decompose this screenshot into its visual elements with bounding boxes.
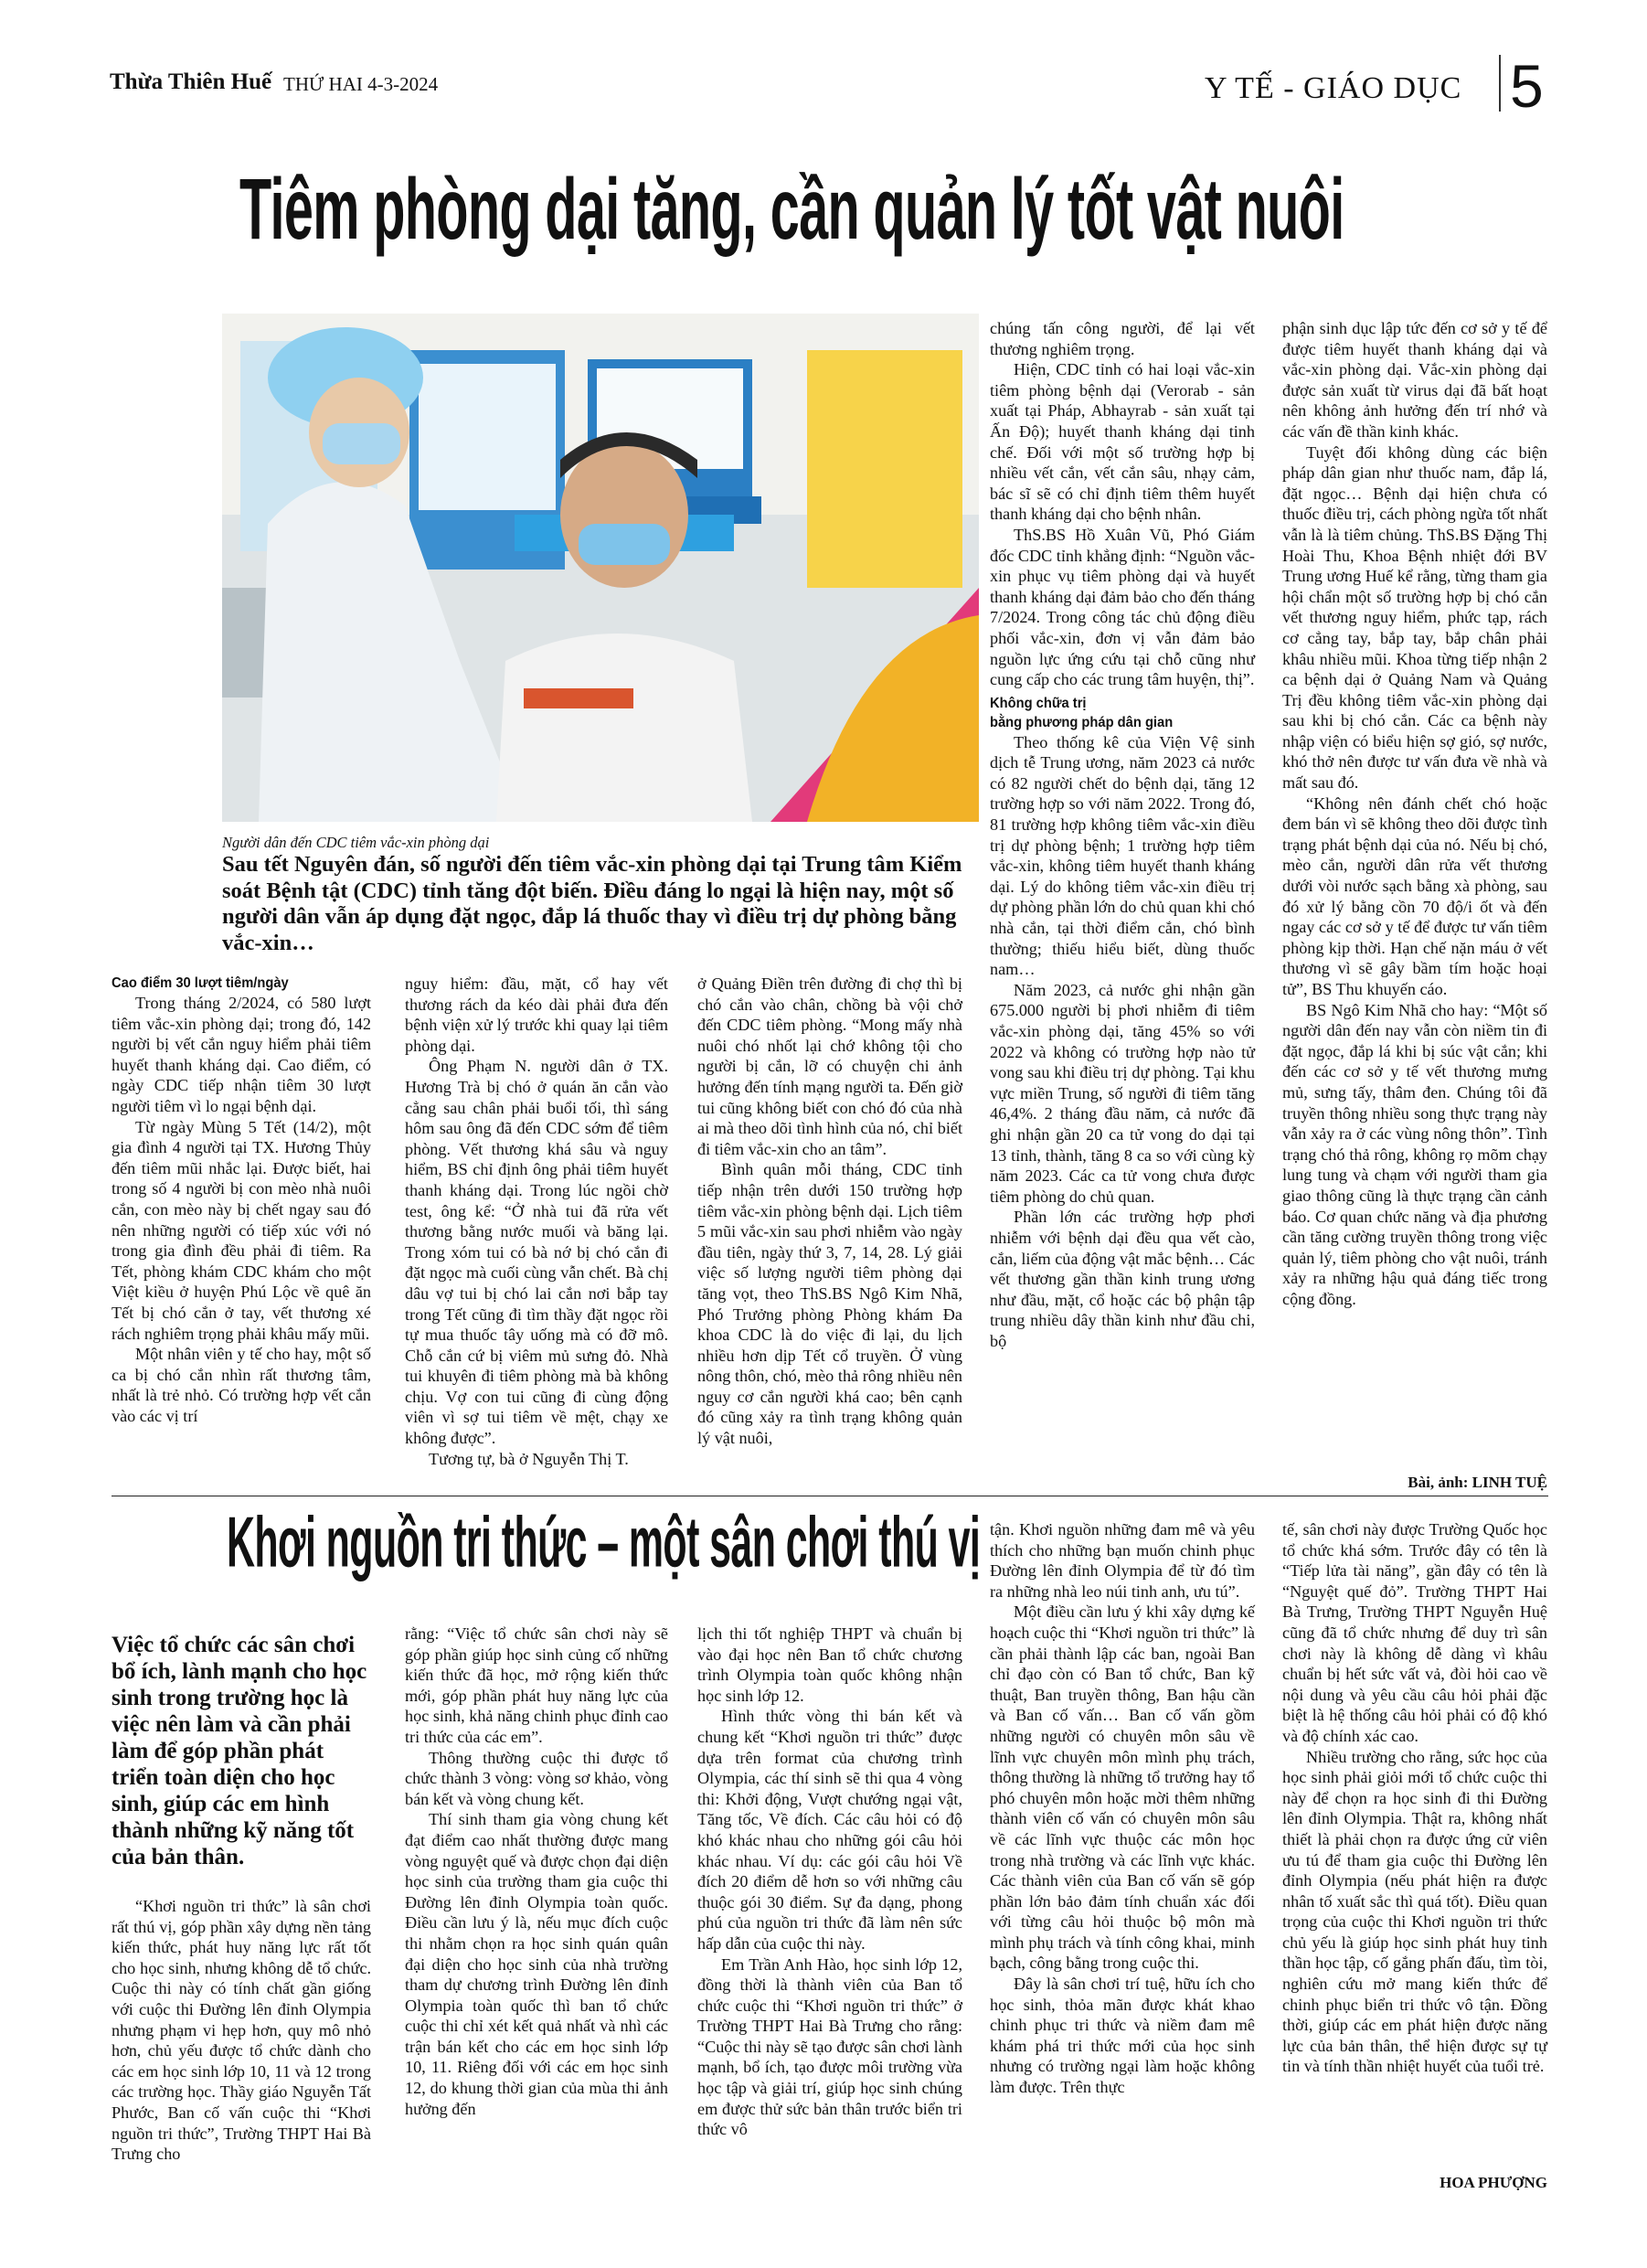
article1-column-5 [1282, 318, 1547, 1310]
paragraph: Ông Phạm N. người dân ở TX. Hương Trà bị chó ở quán ăn cắn vào cẳng sau chân phải buổi tối, thì sáng hôm sau ông đã đến CDC sớm để tiêm phòng. Vết thương khá sâu và nguy hiểm, BS chỉ định ông phải tiêm huyết thanh kháng dại. Trong lúc ngồi chờ test, ông kể: “Ở nhà tui đã rửa vết thương bằng nước muối và băng lại. Trong xóm tui có bà nớ bị chó cắn đi đặt ngọc mà cuối cùng vẫn chết. Bà chị dâu vợ tui bị chó lai cắn nơi bắp tay trong Tết cũng đi tìm thầy đặt ngọc rồi tự mua thuốc tây uống mà có đỡ mô. Chỗ cắn cứ bị viêm mủ sưng đỏ. Nhà tui khuyên đi tiêm phòng mà bà không chịu. Vợ con tui cũng đi cùng động viên vì sợ tui tiêm về mệt, chạy xe không được”. [405, 1057, 668, 1448]
paragraph: Một nhân viên y tế cho hay, một số ca bị chó cắn nhìn rất thương tâm, nhất là trẻ nhỏ. Có trường hợp vết cắn vào các vị trí [112, 1345, 371, 1425]
paragraph: “Khơi nguồn tri thức” là sân chơi rất thú vị, góp phần xây dựng nền tảng kiến thức, phát huy năng lực rất tốt cho học sinh, nhưng không dễ tổ chức. Cuộc thi này có tính chất gần giống với cuộc thi Đường lên đỉnh Olympia nhưng phạm vi hẹp hơn, quy mô nhỏ hơn, chủ yếu được tổ chức dành cho các em học sinh lớp 10, 11 và 12 trong các trường học. Thầy giáo Nguyễn Tất Phước, Ban cố vấn cuộc thi “Khơi nguồn tri thức”, Trường THPT Hai Bà Trưng cho [112, 1897, 371, 2164]
paragraph: Nhiều trường cho rằng, sức học của học sinh phải giỏi mới tổ chức cuộc thi này để chọn ra học sinh đi thi Đường lên đỉnh Olympia. Thật ra, không nhất thiết là phải chọn ra được ứng cử viên ưu tú để tham gia cuộc thi Đường lên đỉnh Olympia (nếu phát hiện ra được nhân tố xuất sắc thì quá tốt). Điều quan trọng của cuộc thi Khơi nguồn tri thức chủ yếu là giúp học sinh phát huy tinh thần học tập, cố gắng phấn đấu, tìm tòi, nghiên cứu mở mang kiến thức để chinh phục biển tri thức vô tận. Đồng thời, giúp các em phát hiện được năng lực của bản thân, thể hiện được sự tự tin và tính thần nhiệt huyết của tuổi trẻ. [1282, 1747, 1547, 2076]
vaccination-photo [222, 314, 979, 822]
paragraph: “Không nên đánh chết chó hoặc đem bán vì sẽ không theo dõi được tình trạng phát bệnh dại của nó. Nếu bị chó, mèo cắn, người dân rửa vết thương dưới vòi nước sạch bằng xà phòng, sau đó xử lý bằng cồn 70 độ/i ốt và đến ngay các cơ sở y tế để được tư vấn tiêm phòng kịp thời. Hạn chế nặn máu ở vết thương vì sẽ gây bầm tím hoặc hoại tử”, BS Thu khuyến cáo. [1282, 793, 1547, 998]
article2-column-4 [990, 1519, 1255, 2098]
article1-lead: Sau tết Nguyên đán, số người đến tiêm vắc-xin phòng dại tại Trung tâm Kiểm soát Bệnh tật (CDC) tỉnh tăng đột biến. Điều đáng lo ngại là hiện nay, một số người dân vẫn áp dụng đặt ngọc, đắp lá thuốc thay vì điều trị dự phòng bằng vắc-xin… [222, 852, 962, 955]
paragraph: Bình quân mỗi tháng, CDC tỉnh tiếp nhận trên dưới 150 trường hợp tiêm vắc-xin phòng bệnh dại. Lịch tiêm 5 mũi vắc-xin sau phơi nhiễm vào ngày đầu tiên, ngày thứ 3, 7, 14, 28. Lý giải việc số lượng người tiêm phòng dại tăng vọt, theo ThS.BS Ngô Kim Nhã, Phó Trưởng phòng Phòng khám Đa khoa CDC là do việc đi lại, du lịch nhiều hơn dịp Tết cổ truyền. Ở vùng nông thôn, chó, mèo thả rông nhiều nên nguy cơ cắn người khá cao; bên cạnh đó cũng xảy ra tình trạng không quản lý vật nuôi, [697, 1160, 962, 1448]
subheading: Không chữa trị [990, 695, 1087, 711]
paragraph: Hiện, CDC tỉnh có hai loại vắc-xin tiêm phòng bệnh dại (Verorab - sản xuất tại Pháp, Abhayrab - sản xuất tại Ấn Độ); huyết thanh kháng dại tinh chế. Đối với một số trường hợp bị nhiều vết cắn, vết cắn sâu, nhạy cảm, bác sĩ sẽ có chỉ định tiêm thêm huyết thanh kháng dại cho bệnh nhân. [990, 360, 1255, 524]
article1-headline: Tiêm phòng dại tăng, cần quản lý tốt vật nuôi [239, 162, 1344, 259]
paragraph: Thí sinh tham gia vòng chung kết đạt điểm cao nhất thường được mang vòng nguyệt quế và được chọn đại diện học sinh của trường tham gia cuộc thi Đường lên đỉnh Olympia toàn quốc. Điều cần lưu ý là, nếu mục đích cuộc thi nhằm chọn ra học sinh quán quân đại diện cho học sinh của nhà trường tham dự chương trình Đường lên đỉnh Olympia toàn quốc thì ban tổ chức cuộc thi chỉ xét kết quả nhất và nhì các trận bán kết cho các em học sinh lớp 10, 11. Riêng đối với các em học sinh 12, do khung thời gian của mùa thi ảnh hưởng đến [405, 1810, 668, 2118]
paragraph: Thông thường cuộc thi được tổ chức thành 3 vòng: vòng sơ khảo, vòng bán kết và vòng chung kết. [405, 1748, 668, 1808]
paragraph: Theo thống kê của Viện Vệ sinh dịch tễ Trung ương, năm 2023 cả nước có 82 người chết do bệnh dại, tăng 12 trường hợp so với năm 2022. Trong đó, 81 trường hợp không tiêm vắc-xin điều trị dự phòng bệnh; 1 trường hợp tiêm vắc-xin, không tiêm huyết thanh kháng dại. Lý do không tiêm vắc-xin điều trị dự phòng phần lớn do chủ quan khi chó nhà cắn, tại thời điểm cắn, chó bình thường; thiếu hiểu biết, dùng thuốc nam… [990, 732, 1255, 979]
newspaper-name: Thừa Thiên Huế [110, 69, 272, 94]
article2-column-2 [405, 1624, 668, 2119]
article2-byline: HOA PHƯỢNG [1440, 2174, 1547, 2191]
paragraph: Đây là sân chơi trí tuệ, hữu ích cho học sinh, thỏa mãn được khát khao chinh phục tri thức và niềm đam mê khám phá tri thức mới của học sinh nhưng có trường ngại làm hoặc không làm được. Trên thực [990, 1975, 1255, 2097]
paragraph: chúng tấn công người, để lại vết thương nghiêm trọng. [990, 319, 1255, 358]
paragraph: Từ ngày Mùng 5 Tết (14/2), một gia đình 4 người tại TX. Hương Thủy đến tiêm mũi nhắc lại. Được biết, hai trong số 4 người bị con mèo nhà nuôi cắn, con mèo này bị chết ngay sau đó nên những người có tiếp xúc với nó trong gia đình đều phải đi tiêm. Ra Tết, phòng khám CDC khám cho một Việt kiều ở huyện Phú Lộc về quê ăn Tết bị chó cắn ở tay, vết thương xé rách nghiêm trọng phải khâu mấy mũi. [112, 1117, 371, 1343]
article2-column-1 [112, 1896, 371, 2165]
paragraph: Phần lớn các trường hợp phơi nhiễm với bệnh dại đều qua vết cào, cắn, liếm của động vật mắc bệnh… Các vết thương gần thần kinh trung ương như đầu, mặt, cổ hoặc các bộ phận tập trung nhiều dây thần kinh như đầu chi, bộ [990, 1208, 1255, 1350]
paragraph: ở Quảng Điền trên đường đi chợ thì bị chó cắn vào chân, chồng bà vội chở đến CDC tiêm phòng. “Mong mấy nhà nuôi chó nhốt lại chớ không tội cho người bị cắn, lỡ có chuyện chi ảnh hưởng đến tính mạng người ta. Đến giờ tui cũng không biết con chó đó của nhà ai mà theo dõi tình hình của nó, chỉ biết đi tiêm vắc-xin cho an tâm”. [697, 974, 962, 1158]
article1-column-2 [405, 974, 668, 1469]
paragraph: Em Trần Anh Hào, học sinh lớp 12, đồng thời là thành viên của Ban tổ chức cuộc thi “Khơi nguồn tri thức” ở Trường THPT Hai Bà Trưng cho rằng: “Cuộc thi này sẽ tạo được sân chơi lành mạnh, bổ ích, tạo được môi trường vừa học tập và giải trí, giúp học sinh chúng em được thử sức bản thân trước biển tri thức vô [697, 1954, 962, 2139]
article1-column-4 [990, 318, 1255, 1352]
article1-column-3 [697, 974, 962, 1449]
paragraph: Hình thức vòng thi bán kết và chung kết “Khơi nguồn tri thức” được dựa trên format của chương trình Olympia, các thí sinh sẽ thi qua 4 vòng thi: Khởi động, Vượt chướng ngại vật, Tăng tốc, Về đích. Các câu hỏi có độ khó khác nhau cho những gói câu hỏi khác nhau. Ví dụ: các gói câu hỏi Về đích 20 điểm dễ hơn so với những câu thuộc gói 30 điểm. Sự đa dạng, phong phú của nguồn tri thức đã làm nên sức hấp dẫn của cuộc thi này. [697, 1707, 962, 1953]
paragraph: phận sinh dục lập tức đến cơ sở y tế để được tiêm huyết thanh kháng dại và vắc-xin phòng dại. Vắc-xin phòng dại được sản xuất từ virus dại đã bất hoạt nên không ảnh hưởng đến trí nhớ và các vấn đề thần kinh khác. [1282, 319, 1547, 441]
paragraph: nguy hiểm: đầu, mặt, cổ hay vết thương rách da kéo dài phải đưa đến bệnh viện xử lý trước khi quay lại tiêm phòng dại. [405, 974, 668, 1055]
paragraph: tận. Khơi nguồn những đam mê và yêu thích cho những bạn muốn chinh phục Đường lên đỉnh Olympia để từ đó tìm ra những nhà leo núi tinh anh, ưu tú”. [990, 1520, 1255, 1601]
section-title: Y TẾ - GIÁO DỤC [1205, 71, 1462, 105]
subheading: Cao điểm 30 lượt tiêm/ngày [112, 975, 289, 991]
paragraph: BS Ngô Kim Nhã cho hay: “Một số người dân đến nay vẫn còn niềm tin đi đặt ngọc, đắp lá khi bị súc vật cắn; khi đến các cơ sở y tế vết thương mưng mủ, sưng tấy, thâm đen. Chúng tôi đã truyền thông nhiều song thực trạng này vẫn xảy ra ở các vùng nông thôn”. Tình trạng chó thả rông, không rọ mõm chạy lung tung và chạm với người tham gia giao thông cũng là thực trạng cần cảnh báo. Cơ quan chức năng và địa phương cần tăng cường truyền thông trong việc quản lý, tiêm phòng cho vật nuôi, tránh xảy ra những hậu quả đáng tiếc trong cộng đồng. [1282, 1000, 1547, 1308]
article1-column-1 [112, 974, 371, 1426]
paragraph: Tương tự, bà ở Nguyễn Thị T. [429, 1449, 629, 1468]
paragraph: lịch thi tốt nghiệp THPT và chuẩn bị vào đại học nên Ban tổ chức chương trình Olympia toàn quốc không nhận học sinh lớp 12. [697, 1624, 962, 1705]
paragraph: Trong tháng 2/2024, có 580 lượt tiêm vắc-xin phòng dại; trong đó, 142 người bị vết cắn nguy hiểm phải tiêm huyết thanh kháng dại. Cao điểm, có ngày CDC tiếp nhận tiêm 30 lượt người tiêm vì lo ngại bệnh dại. [112, 994, 371, 1115]
issue-date: THỨ HAI 4-3-2024 [283, 73, 439, 95]
paragraph: ThS.BS Hồ Xuân Vũ, Phó Giám đốc CDC tỉnh khẳng định: “Nguồn vắc-xin phục vụ tiêm phòng dại và huyết thanh kháng dại đảm bảo cho đến tháng 7/2024. Trong công tác chủ động điều phối vắc-xin, đơn vị vẫn đảm bảo nguồn lực ứng cứu tại chỗ cũng như cung cấp cho các trung tâm huyện, thị”. [990, 525, 1255, 689]
header-separator [1499, 55, 1501, 112]
article2-headline: Khơi nguồn tri thức – một sân chơi thú vị [227, 1502, 981, 1582]
paragraph: rằng: “Việc tổ chức sân chơi này sẽ góp phần giúp học sinh củng cố những kiến thức đã học, mở rộng kiến thức mới, góp phần phát huy năng lực của học sinh, khả năng chinh phục đỉnh cao tri thức của các em”. [405, 1624, 668, 1746]
page-number: 5 [1510, 52, 1544, 120]
article2-lead: Việc tổ chức các sân chơi bổ ích, lành mạnh cho học sinh trong trường học là việc nên làm và cần phải làm để góp phần phát triển toàn diện cho học sinh, giúp các em hình thành những kỹ năng tốt của bản thân. [112, 1633, 367, 1869]
paragraph: tế, sân chơi này được Trường Quốc học tổ chức khá sớm. Trước đây có tên là “Tiếp lửa tài năng”, gần đây có tên là “Nguyệt quế đỏ”. Trường THPT Hai Bà Trưng, Trường THPT Nguyễn Huệ cũng đã tổ chức nhưng để duy trì sân chơi này là không dễ dàng vì khâu chuẩn bị hết sức vất vả, đòi hỏi cao về nội dung và yêu cầu câu hỏi phải đặc biệt là hệ thống câu hỏi phải có độ khó và độ chính xác cao. [1282, 1520, 1547, 1745]
paragraph: Năm 2023, cả nước ghi nhận gần 675.000 người bị phơi nhiễm đi tiêm vắc-xin phòng dại, tăng 45% so với 2022 và không có trường hợp nào tử vong sau khi điều trị dự phòng. Tại khu vực miền Trung, số người đi tiêm tăng 46,4%. 2 tháng đầu năm, cả nước đã ghi nhận gần 20 ca tử vong do dại tại 13 tỉnh, thành, tăng 8 ca so với cùng kỳ năm 2023. Các ca tử vong chưa được tiêm phòng do chủ quan. [990, 980, 1255, 1206]
paragraph: Tuyệt đối không dùng các biện pháp dân gian như thuốc nam, đắp lá, đặt ngọc… Bệnh dại hiện chưa có thuốc điều trị, cách phòng ngừa tốt nhất vẫn là là tiêm chủng. ThS.BS Đặng Thị Hoài Thu, Khoa Bệnh nhiệt đới BV Trung ương Huế kể rằng, từng tham gia hội chẩn một số trường hợp bị chó cắn vết thương nguy hiểm, phức tạp, rách cơ cẳng tay, bắp tay, bắp chân phải khâu nhiều mũi. Khoa từng tiếp nhận 2 ca bệnh dại ở Quảng Nam và Quảng Trị đều không tiêm vắc-xin phòng dại sau khi bị chó cắn. Các ca bệnh này nhập viện có biểu hiện sợ gió, sợ nước, khó thở nên được tư vấn đưa về nhà và mất sau đó. [1282, 442, 1547, 793]
article1-byline: Bài, ảnh: LINH TUỆ [1408, 1474, 1547, 1491]
paragraph: Một điều cần lưu ý khi xây dựng kế hoạch cuộc thi “Khơi nguồn tri thức” là cần phải thành lập các ban, ngoài Ban chỉ đạo còn có Ban tổ chức, Ban kỹ thuật, Ban truyền thông, Ban hậu cần và Ban cố vấn… Ban cố vấn gồm những người có chuyên môn sâu về lĩnh vực chuyên môn mình phụ trách, thông thường là những tổ trưởng hay tổ phó chuyên môn hoặc mời thêm những thành viên cố vấn có chuyên môn sâu về các lĩnh vực thuộc các môn học trong nhà trường và các lĩnh vực khác. Các thành viên của Ban cố vấn sẽ góp phần lớn bảo đảm tính chuẩn xác đối với từng câu hỏi thuộc bộ môn mà mình phụ trách và tính công khai, minh bạch, công bằng trong cuộc thi. [990, 1603, 1255, 1973]
article2-column-5 [1282, 1519, 1547, 2077]
subheading: bằng phương pháp dân gian [990, 714, 1174, 730]
article2-column-3 [697, 1624, 962, 2140]
photo-caption: Người dân đến CDC tiêm vắc-xin phòng dại [222, 834, 490, 851]
